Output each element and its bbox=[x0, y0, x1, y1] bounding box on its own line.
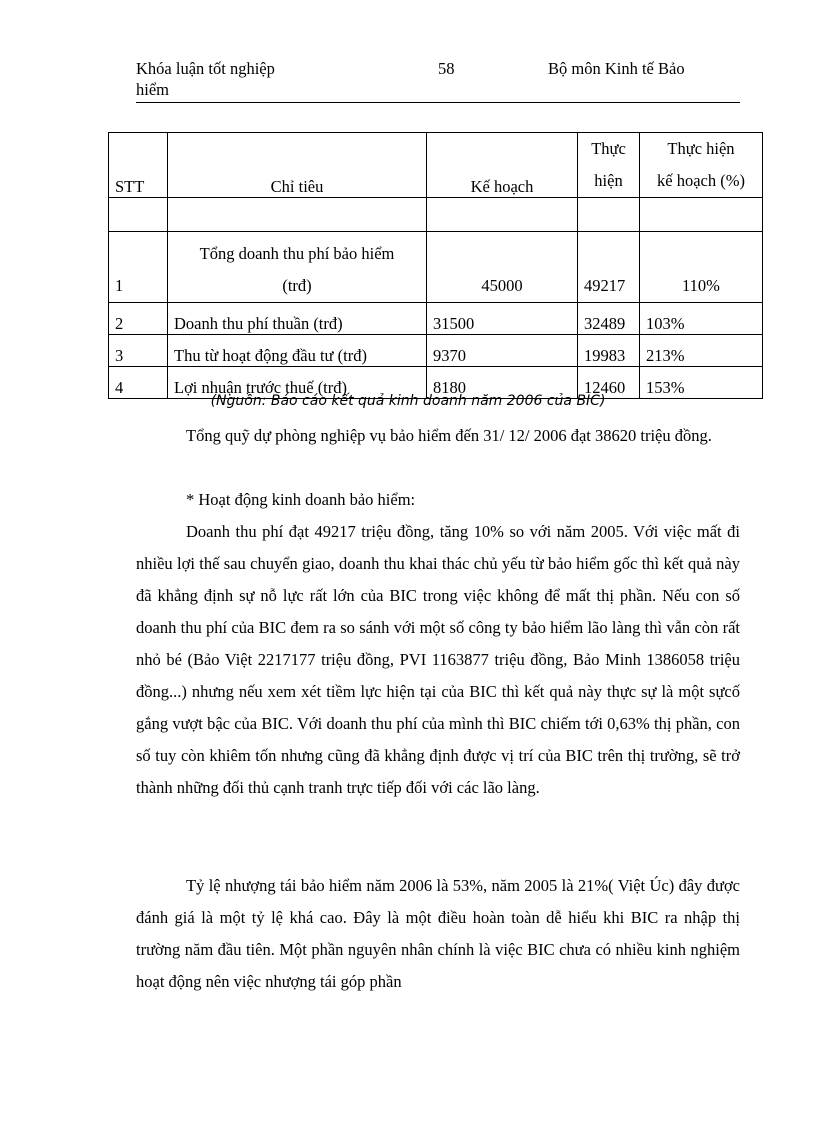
results-table bbox=[108, 132, 763, 399]
table-cell bbox=[109, 198, 168, 232]
table-cell bbox=[168, 198, 427, 232]
table-row bbox=[109, 335, 763, 367]
row4-stt: 4 bbox=[109, 367, 168, 399]
header-left-text: Khóa luận tốt nghiệp bbox=[136, 59, 275, 78]
header-left-continuation: hiểm bbox=[136, 80, 169, 99]
header-chi-tieu: Chỉ tiêu bbox=[168, 133, 427, 198]
table-empty-row bbox=[109, 198, 763, 232]
page-number: 58 bbox=[438, 59, 455, 78]
row1-thuc-hien: 49217 bbox=[578, 232, 640, 303]
header-stt: STT bbox=[109, 133, 168, 198]
page-header bbox=[136, 58, 740, 103]
row1-chi-tieu-line2: (trđ) bbox=[282, 276, 312, 295]
paragraph-reserve-fund: Tổng quỹ dự phòng nghiệp vụ bảo hiểm đến 31/ 12/ 2006 đạt 38620 triệu đồng. bbox=[186, 426, 712, 445]
row4-ke-hoach: 8180 bbox=[427, 367, 578, 399]
table-row bbox=[109, 232, 763, 303]
header-percent bbox=[640, 133, 763, 198]
row3-stt: 3 bbox=[109, 335, 168, 367]
header-thuc-hien-line1: Thực bbox=[591, 139, 626, 158]
row3-thuc-hien: 19983 bbox=[578, 335, 640, 367]
header-thuc-hien-line2: hiện bbox=[594, 171, 623, 190]
paragraph-premium-revenue: Doanh thu phí đạt 49217 triệu đồng, tăng 10% so với năm 2005. Với việc mất đi nhiều lợi thế sau chuyển giao, doanh thu khai thác chủ yếu từ bảo hiểm gốc thì kết quả này đã khẳng định sự nỗ lực rất lớn của BIC trong việc không để mất thị phần. Nếu con số doanh thu phí của BIC đem ra so sánh với một số công ty bảo hiểm lão làng thì vẫn còn rất nhỏ bé (Bảo Việt 2217177 triệu đồng, PVI 1163877 triệu đồng, Bảo Minh 1386058 triệu đồng...) nhưng nếu xem xét tiềm lực hiện tại của BIC thì kết quả này thực sự là một sựcố gắng vượt bậc của BIC. Với doanh thu phí của mình thì BIC chiếm tới 0,63% thị phần, con số tuy còn khiêm tốn nhưng cũng đã khẳng định được vị trí của BIC trên thị trường, sẽ trở thành những đối thủ cạnh tranh trực tiếp đối với các lão làng. bbox=[136, 522, 740, 797]
header-right-text: Bộ môn Kinh tế Bảo bbox=[548, 59, 685, 78]
header-ke-hoach: Kế hoạch bbox=[427, 133, 578, 198]
table-cell bbox=[427, 198, 578, 232]
row4-percent: 153% bbox=[640, 367, 763, 399]
header-percent-line1: Thực hiện bbox=[667, 139, 735, 158]
row4-thuc-hien: 12460 bbox=[578, 367, 640, 399]
header-percent-line2: kế hoạch (%) bbox=[657, 171, 745, 190]
paragraph-reinsurance: Tỷ lệ nhượng tái bảo hiểm năm 2006 là 53%, năm 2005 là 21%( Việt Úc) đây được đánh giá là một tỷ lệ khá cao. Đây là một điều hoàn toàn dễ hiểu khi BIC ra nhập thị trường năm đầu tiên. Một phần nguyên nhân chính là việc BIC chưa có nhiều kinh nghiệm hoạt động nên việc nhượng tái góp phần bbox=[136, 876, 740, 991]
row3-ke-hoach: 9370 bbox=[427, 335, 578, 367]
row2-percent: 103% bbox=[640, 303, 763, 335]
table-source-caption: (Nguồn: Báo cáo kết quả kinh doanh năm 2006 của BIC) bbox=[210, 393, 606, 409]
row1-chi-tieu bbox=[168, 232, 427, 303]
row1-stt: 1 bbox=[109, 232, 168, 303]
table-cell bbox=[578, 198, 640, 232]
header-thuc-hien bbox=[578, 133, 640, 198]
row2-stt: 2 bbox=[109, 303, 168, 335]
paragraph-section-heading: * Hoạt động kinh doanh bảo hiểm: bbox=[186, 490, 416, 509]
row2-ke-hoach: 31500 bbox=[427, 303, 578, 335]
row1-ke-hoach: 45000 bbox=[427, 232, 578, 303]
table-row bbox=[109, 303, 763, 335]
row2-chi-tieu: Doanh thu phí thuần (trđ) bbox=[168, 303, 427, 335]
row2-thuc-hien: 32489 bbox=[578, 303, 640, 335]
row3-chi-tieu: Thu từ hoạt động đầu tư (trđ) bbox=[168, 335, 427, 367]
row1-percent: 110% bbox=[640, 232, 763, 303]
table-cell bbox=[640, 198, 763, 232]
row4-chi-tieu: Lợi nhuận trước thuế (trđ) bbox=[168, 367, 427, 399]
row1-chi-tieu-line1: Tổng doanh thu phí bảo hiểm bbox=[199, 244, 395, 263]
table-header-row bbox=[109, 133, 763, 198]
row3-percent: 213% bbox=[640, 335, 763, 367]
